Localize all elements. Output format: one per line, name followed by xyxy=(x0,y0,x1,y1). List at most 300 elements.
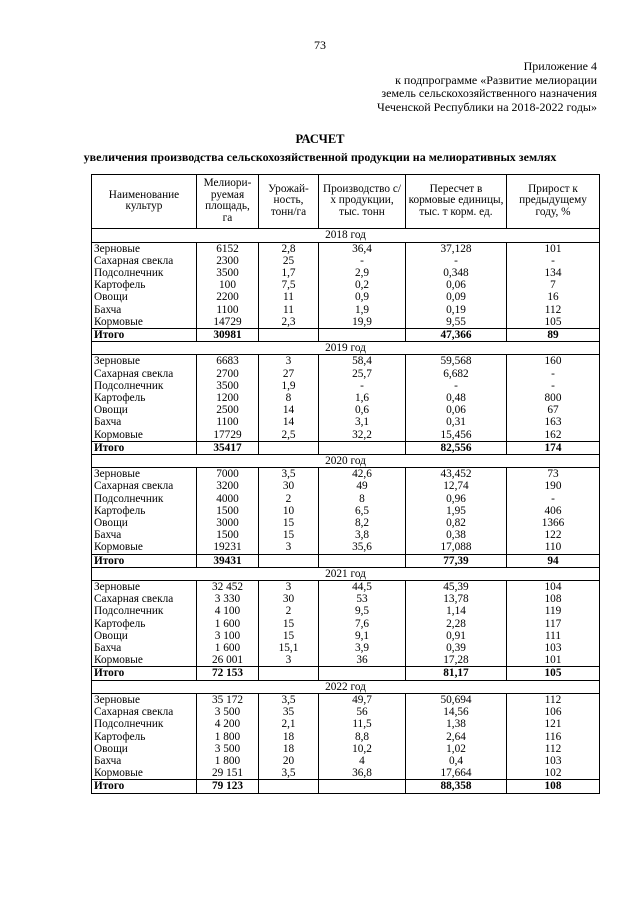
feed-units-cell: 88,358 xyxy=(406,780,507,793)
area-cell: 6683 xyxy=(197,355,259,368)
table-row xyxy=(92,316,600,329)
crop-name: Зерновые xyxy=(92,468,197,481)
table-row xyxy=(92,731,600,743)
column-header-yield: Урожай-ность, тонн/га xyxy=(259,175,319,229)
growth-cell: 7 xyxy=(507,279,600,291)
yield-cell: 14 xyxy=(259,416,319,428)
feed-units-cell: 0,82 xyxy=(406,517,507,529)
production-cell xyxy=(319,441,406,454)
yield-cell: 3,5 xyxy=(259,693,319,706)
table-row xyxy=(92,693,600,706)
production-cell: 19,9 xyxy=(319,316,406,329)
yield-cell xyxy=(259,667,319,680)
feed-units-cell: 1,95 xyxy=(406,505,507,517)
production-cell: 1,6 xyxy=(319,392,406,404)
growth-cell: 102 xyxy=(507,767,600,780)
feed-units-cell: 9,55 xyxy=(406,316,507,329)
feed-units-cell: 1,02 xyxy=(406,743,507,755)
growth-cell: 104 xyxy=(507,581,600,594)
yield-cell xyxy=(259,441,319,454)
crop-name: Зерновые xyxy=(92,581,197,594)
feed-units-cell: 37,128 xyxy=(406,242,507,255)
yield-cell: 7,5 xyxy=(259,279,319,291)
yield-cell: 2,5 xyxy=(259,429,319,442)
document-subtitle: увеличения производства сельскохозяйственной продукции на мелиоративных землях xyxy=(83,150,557,164)
area-cell: 1500 xyxy=(197,529,259,541)
table-row xyxy=(92,767,600,780)
crop-name: Кормовые xyxy=(92,429,197,442)
yield-cell: 35 xyxy=(259,706,319,718)
feed-units-cell: 81,17 xyxy=(406,667,507,680)
feed-units-cell: 59,568 xyxy=(406,355,507,368)
total-label: Итого xyxy=(92,667,197,680)
production-cell: 10,2 xyxy=(319,743,406,755)
total-row xyxy=(92,441,600,454)
yield-cell: 11 xyxy=(259,291,319,303)
table-row xyxy=(92,630,600,642)
crop-name: Овощи xyxy=(92,743,197,755)
growth-cell: 101 xyxy=(507,242,600,255)
table-row xyxy=(92,429,600,442)
area-cell: 17729 xyxy=(197,429,259,442)
document-title: РАСЧЕТ xyxy=(295,132,345,146)
area-cell: 3 330 xyxy=(197,593,259,605)
yield-cell: 3 xyxy=(259,541,319,554)
production-cell: 8 xyxy=(319,493,406,505)
area-cell: 3500 xyxy=(197,267,259,279)
feed-units-cell: 0,91 xyxy=(406,630,507,642)
production-cell: - xyxy=(319,380,406,392)
growth-cell: - xyxy=(507,493,600,505)
yield-cell xyxy=(259,554,319,567)
crop-name: Овощи xyxy=(92,404,197,416)
growth-cell: 94 xyxy=(507,554,600,567)
growth-cell: 103 xyxy=(507,642,600,654)
appendix-line: Чеченской Республики на 2018-2022 годы» xyxy=(377,99,597,114)
growth-cell: 73 xyxy=(507,468,600,481)
feed-units-cell: 77,39 xyxy=(406,554,507,567)
growth-cell: 1366 xyxy=(507,517,600,529)
yield-cell: 18 xyxy=(259,731,319,743)
crop-name: Бахча xyxy=(92,755,197,767)
feed-units-cell: 0,38 xyxy=(406,529,507,541)
crop-name: Кормовые xyxy=(92,767,197,780)
growth-cell: 122 xyxy=(507,529,600,541)
appendix-line: земель сельскохозяйственного назначения xyxy=(381,86,597,100)
production-cell: 9,5 xyxy=(319,605,406,617)
year-row xyxy=(92,342,600,355)
area-cell: 1 800 xyxy=(197,755,259,767)
production-cell xyxy=(319,554,406,567)
yield-cell: 18 xyxy=(259,743,319,755)
area-cell: 4 200 xyxy=(197,718,259,730)
yield-cell: 2,3 xyxy=(259,316,319,329)
year-label: 2021 год xyxy=(92,567,600,580)
growth-cell: 112 xyxy=(507,304,600,316)
year-label: 2020 год xyxy=(92,455,600,468)
table-row xyxy=(92,755,600,767)
crop-name: Бахча xyxy=(92,642,197,654)
production-cell: 42,6 xyxy=(319,468,406,481)
growth-cell: 108 xyxy=(507,780,600,793)
feed-units-cell: 14,56 xyxy=(406,706,507,718)
area-cell: 6152 xyxy=(197,242,259,255)
feed-units-cell: 0,06 xyxy=(406,279,507,291)
yield-cell: 8 xyxy=(259,392,319,404)
area-cell: 3 500 xyxy=(197,743,259,755)
growth-cell: 108 xyxy=(507,593,600,605)
area-cell: 2500 xyxy=(197,404,259,416)
area-cell: 4 100 xyxy=(197,605,259,617)
yield-cell: 3,5 xyxy=(259,468,319,481)
area-cell: 3200 xyxy=(197,480,259,492)
feed-units-cell: 47,366 xyxy=(406,329,507,342)
table-row xyxy=(92,493,600,505)
area-cell: 1 600 xyxy=(197,618,259,630)
production-cell: 4 xyxy=(319,755,406,767)
production-cell: 2,9 xyxy=(319,267,406,279)
area-cell: 2200 xyxy=(197,291,259,303)
feed-units-cell: 17,28 xyxy=(406,654,507,667)
table-row xyxy=(92,541,600,554)
feed-units-cell: 50,694 xyxy=(406,693,507,706)
crop-name: Картофель xyxy=(92,731,197,743)
table-row xyxy=(92,355,600,368)
area-cell: 14729 xyxy=(197,316,259,329)
column-header-crop: Наименование культур xyxy=(92,175,197,229)
crop-name: Зерновые xyxy=(92,693,197,706)
feed-units-cell: 0,48 xyxy=(406,392,507,404)
crop-name: Кормовые xyxy=(92,654,197,667)
yield-cell: 10 xyxy=(259,505,319,517)
area-cell: 3500 xyxy=(197,380,259,392)
crop-name: Бахча xyxy=(92,304,197,316)
total-label: Итого xyxy=(92,780,197,793)
crop-name: Бахча xyxy=(92,416,197,428)
crop-name: Сахарная свекла xyxy=(92,593,197,605)
area-cell: 32 452 xyxy=(197,581,259,594)
production-cell: 44,5 xyxy=(319,581,406,594)
feed-units-cell: 1,38 xyxy=(406,718,507,730)
yield-cell: 15 xyxy=(259,529,319,541)
area-cell: 100 xyxy=(197,279,259,291)
table-body xyxy=(92,229,600,793)
growth-cell: 119 xyxy=(507,605,600,617)
crop-name: Подсолнечник xyxy=(92,718,197,730)
growth-cell: - xyxy=(507,368,600,380)
crop-name: Картофель xyxy=(92,279,197,291)
total-row xyxy=(92,554,600,567)
production-cell: - xyxy=(319,255,406,267)
feed-units-cell: 17,088 xyxy=(406,541,507,554)
growth-cell: 105 xyxy=(507,316,600,329)
table-row xyxy=(92,529,600,541)
crop-name: Картофель xyxy=(92,392,197,404)
production-cell: 53 xyxy=(319,593,406,605)
area-cell: 7000 xyxy=(197,468,259,481)
production-cell: 32,2 xyxy=(319,429,406,442)
feed-units-cell: 0,39 xyxy=(406,642,507,654)
table-row xyxy=(92,593,600,605)
yield-cell: 11 xyxy=(259,304,319,316)
yield-cell: 14 xyxy=(259,404,319,416)
area-cell: 1200 xyxy=(197,392,259,404)
crop-name: Сахарная свекла xyxy=(92,255,197,267)
column-header-growth: Прирост к предыдущему году, % xyxy=(507,175,600,229)
production-cell: 9,1 xyxy=(319,630,406,642)
growth-cell: - xyxy=(507,255,600,267)
growth-cell: 163 xyxy=(507,416,600,428)
production-cell: 0,9 xyxy=(319,291,406,303)
crop-name: Зерновые xyxy=(92,355,197,368)
total-label: Итого xyxy=(92,441,197,454)
yield-cell: 2,8 xyxy=(259,242,319,255)
area-cell: 79 123 xyxy=(197,780,259,793)
feed-units-cell: 0,96 xyxy=(406,493,507,505)
feed-units-cell: 43,452 xyxy=(406,468,507,481)
table-row xyxy=(92,255,600,267)
growth-cell: 800 xyxy=(507,392,600,404)
yield-cell: 2 xyxy=(259,493,319,505)
page-number: 73 xyxy=(314,38,326,52)
total-label: Итого xyxy=(92,329,197,342)
feed-units-cell: 0,09 xyxy=(406,291,507,303)
production-cell xyxy=(319,329,406,342)
feed-units-cell: 15,456 xyxy=(406,429,507,442)
yield-cell: 30 xyxy=(259,480,319,492)
area-cell: 39431 xyxy=(197,554,259,567)
growth-cell: 16 xyxy=(507,291,600,303)
growth-cell: 121 xyxy=(507,718,600,730)
feed-units-cell: 0,06 xyxy=(406,404,507,416)
growth-cell: 190 xyxy=(507,480,600,492)
growth-cell: 67 xyxy=(507,404,600,416)
production-cell xyxy=(319,780,406,793)
year-row xyxy=(92,455,600,468)
growth-cell: 111 xyxy=(507,630,600,642)
area-cell: 72 153 xyxy=(197,667,259,680)
table-row xyxy=(92,517,600,529)
production-cell: 49 xyxy=(319,480,406,492)
area-cell: 4000 xyxy=(197,493,259,505)
column-header-area: Мелиори-руемая площадь, га xyxy=(197,175,259,229)
growth-cell: 160 xyxy=(507,355,600,368)
table-row xyxy=(92,291,600,303)
production-cell: 11,5 xyxy=(319,718,406,730)
area-cell: 30981 xyxy=(197,329,259,342)
crop-name: Сахарная свекла xyxy=(92,368,197,380)
feed-units-cell: 6,682 xyxy=(406,368,507,380)
table-row xyxy=(92,416,600,428)
yield-cell: 2,1 xyxy=(259,718,319,730)
production-cell: 1,9 xyxy=(319,304,406,316)
production-cell: 8,2 xyxy=(319,517,406,529)
yield-cell: 15 xyxy=(259,517,319,529)
table-row xyxy=(92,642,600,654)
growth-cell: 174 xyxy=(507,441,600,454)
feed-units-cell: 0,19 xyxy=(406,304,507,316)
total-row xyxy=(92,667,600,680)
feed-units-cell: 1,14 xyxy=(406,605,507,617)
crop-name: Кормовые xyxy=(92,316,197,329)
crop-name: Подсолнечник xyxy=(92,605,197,617)
feed-units-cell: 17,664 xyxy=(406,767,507,780)
area-cell: 1100 xyxy=(197,304,259,316)
year-row xyxy=(92,567,600,580)
crop-name: Подсолнечник xyxy=(92,267,197,279)
growth-cell: - xyxy=(507,380,600,392)
yield-cell: 15 xyxy=(259,618,319,630)
production-cell: 36,8 xyxy=(319,767,406,780)
year-label: 2022 год xyxy=(92,680,600,693)
crop-name: Подсолнечник xyxy=(92,493,197,505)
column-header-production: Производство с/х продукции, тыс. тонн xyxy=(319,175,406,229)
feed-units-cell: 2,28 xyxy=(406,618,507,630)
feed-units-cell: 12,74 xyxy=(406,480,507,492)
table-row xyxy=(92,718,600,730)
feed-units-cell: - xyxy=(406,380,507,392)
crop-name: Подсолнечник xyxy=(92,380,197,392)
area-cell: 1100 xyxy=(197,416,259,428)
area-cell: 3 500 xyxy=(197,706,259,718)
yield-cell: 1,9 xyxy=(259,380,319,392)
table-row xyxy=(92,618,600,630)
crop-name: Бахча xyxy=(92,529,197,541)
area-cell: 2700 xyxy=(197,368,259,380)
area-cell: 19231 xyxy=(197,541,259,554)
yield-cell: 1,7 xyxy=(259,267,319,279)
production-cell: 6,5 xyxy=(319,505,406,517)
production-cell: 3,9 xyxy=(319,642,406,654)
production-cell xyxy=(319,667,406,680)
table-row xyxy=(92,392,600,404)
crop-name: Картофель xyxy=(92,505,197,517)
area-cell: 35417 xyxy=(197,441,259,454)
appendix-line: к подпрограмме «Развитие мелиорации xyxy=(395,72,597,87)
production-cell: 0,6 xyxy=(319,404,406,416)
production-cell: 58,4 xyxy=(319,355,406,368)
yield-cell: 3,5 xyxy=(259,767,319,780)
production-cell: 3,8 xyxy=(319,529,406,541)
yield-cell: 3 xyxy=(259,581,319,594)
yield-cell: 27 xyxy=(259,368,319,380)
table-header-row xyxy=(92,175,600,229)
table-row xyxy=(92,368,600,380)
feed-units-cell: 0,31 xyxy=(406,416,507,428)
table-row xyxy=(92,279,600,291)
yield-cell: 15,1 xyxy=(259,642,319,654)
table-row xyxy=(92,480,600,492)
feed-units-cell: 0,4 xyxy=(406,755,507,767)
growth-cell: 162 xyxy=(507,429,600,442)
total-label: Итого xyxy=(92,554,197,567)
table-row xyxy=(92,706,600,718)
yield-cell: 3 xyxy=(259,355,319,368)
table-row xyxy=(92,380,600,392)
year-row xyxy=(92,229,600,242)
area-cell: 1 800 xyxy=(197,731,259,743)
feed-units-cell: 45,39 xyxy=(406,581,507,594)
table-row xyxy=(92,581,600,594)
area-cell: 1 600 xyxy=(197,642,259,654)
production-cell: 56 xyxy=(319,706,406,718)
yield-cell: 2 xyxy=(259,605,319,617)
growth-cell: 105 xyxy=(507,667,600,680)
growth-cell: 406 xyxy=(507,505,600,517)
production-cell: 35,6 xyxy=(319,541,406,554)
growth-cell: 106 xyxy=(507,706,600,718)
yield-cell: 30 xyxy=(259,593,319,605)
area-cell: 1500 xyxy=(197,505,259,517)
yield-cell: 25 xyxy=(259,255,319,267)
yield-cell: 3 xyxy=(259,654,319,667)
table-row xyxy=(92,654,600,667)
production-table xyxy=(91,174,600,794)
area-cell: 2300 xyxy=(197,255,259,267)
feed-units-cell: 0,348 xyxy=(406,267,507,279)
crop-name: Картофель xyxy=(92,618,197,630)
feed-units-cell: - xyxy=(406,255,507,267)
crop-name: Зерновые xyxy=(92,242,197,255)
production-cell: 0,2 xyxy=(319,279,406,291)
table-row xyxy=(92,605,600,617)
production-cell: 36 xyxy=(319,654,406,667)
total-row xyxy=(92,329,600,342)
column-header-feed-units: Пересчет в кормовые единицы, тыс. т корм. ед. xyxy=(406,175,507,229)
table-row xyxy=(92,267,600,279)
year-label: 2019 год xyxy=(92,342,600,355)
production-cell: 3,1 xyxy=(319,416,406,428)
production-cell: 7,6 xyxy=(319,618,406,630)
crop-name: Сахарная свекла xyxy=(92,706,197,718)
yield-cell xyxy=(259,329,319,342)
table-row xyxy=(92,242,600,255)
table-row xyxy=(92,304,600,316)
crop-name: Овощи xyxy=(92,291,197,303)
crop-name: Овощи xyxy=(92,517,197,529)
appendix-block xyxy=(377,60,597,114)
production-cell: 49,7 xyxy=(319,693,406,706)
crop-name: Овощи xyxy=(92,630,197,642)
area-cell: 35 172 xyxy=(197,693,259,706)
growth-cell: 117 xyxy=(507,618,600,630)
feed-units-cell: 13,78 xyxy=(406,593,507,605)
area-cell: 29 151 xyxy=(197,767,259,780)
area-cell: 26 001 xyxy=(197,654,259,667)
growth-cell: 112 xyxy=(507,693,600,706)
table-row xyxy=(92,743,600,755)
feed-units-cell: 82,556 xyxy=(406,441,507,454)
growth-cell: 101 xyxy=(507,654,600,667)
yield-cell: 20 xyxy=(259,755,319,767)
area-cell: 3 100 xyxy=(197,630,259,642)
table-row xyxy=(92,505,600,517)
growth-cell: 112 xyxy=(507,743,600,755)
appendix-line: Приложение 4 xyxy=(523,59,597,73)
area-cell: 3000 xyxy=(197,517,259,529)
total-row xyxy=(92,780,600,793)
year-label: 2018 год xyxy=(92,229,600,242)
year-row xyxy=(92,680,600,693)
table-row xyxy=(92,404,600,416)
growth-cell: 103 xyxy=(507,755,600,767)
growth-cell: 110 xyxy=(507,541,600,554)
crop-name: Сахарная свекла xyxy=(92,480,197,492)
production-cell: 8,8 xyxy=(319,731,406,743)
production-cell: 25,7 xyxy=(319,368,406,380)
growth-cell: 89 xyxy=(507,329,600,342)
growth-cell: 116 xyxy=(507,731,600,743)
